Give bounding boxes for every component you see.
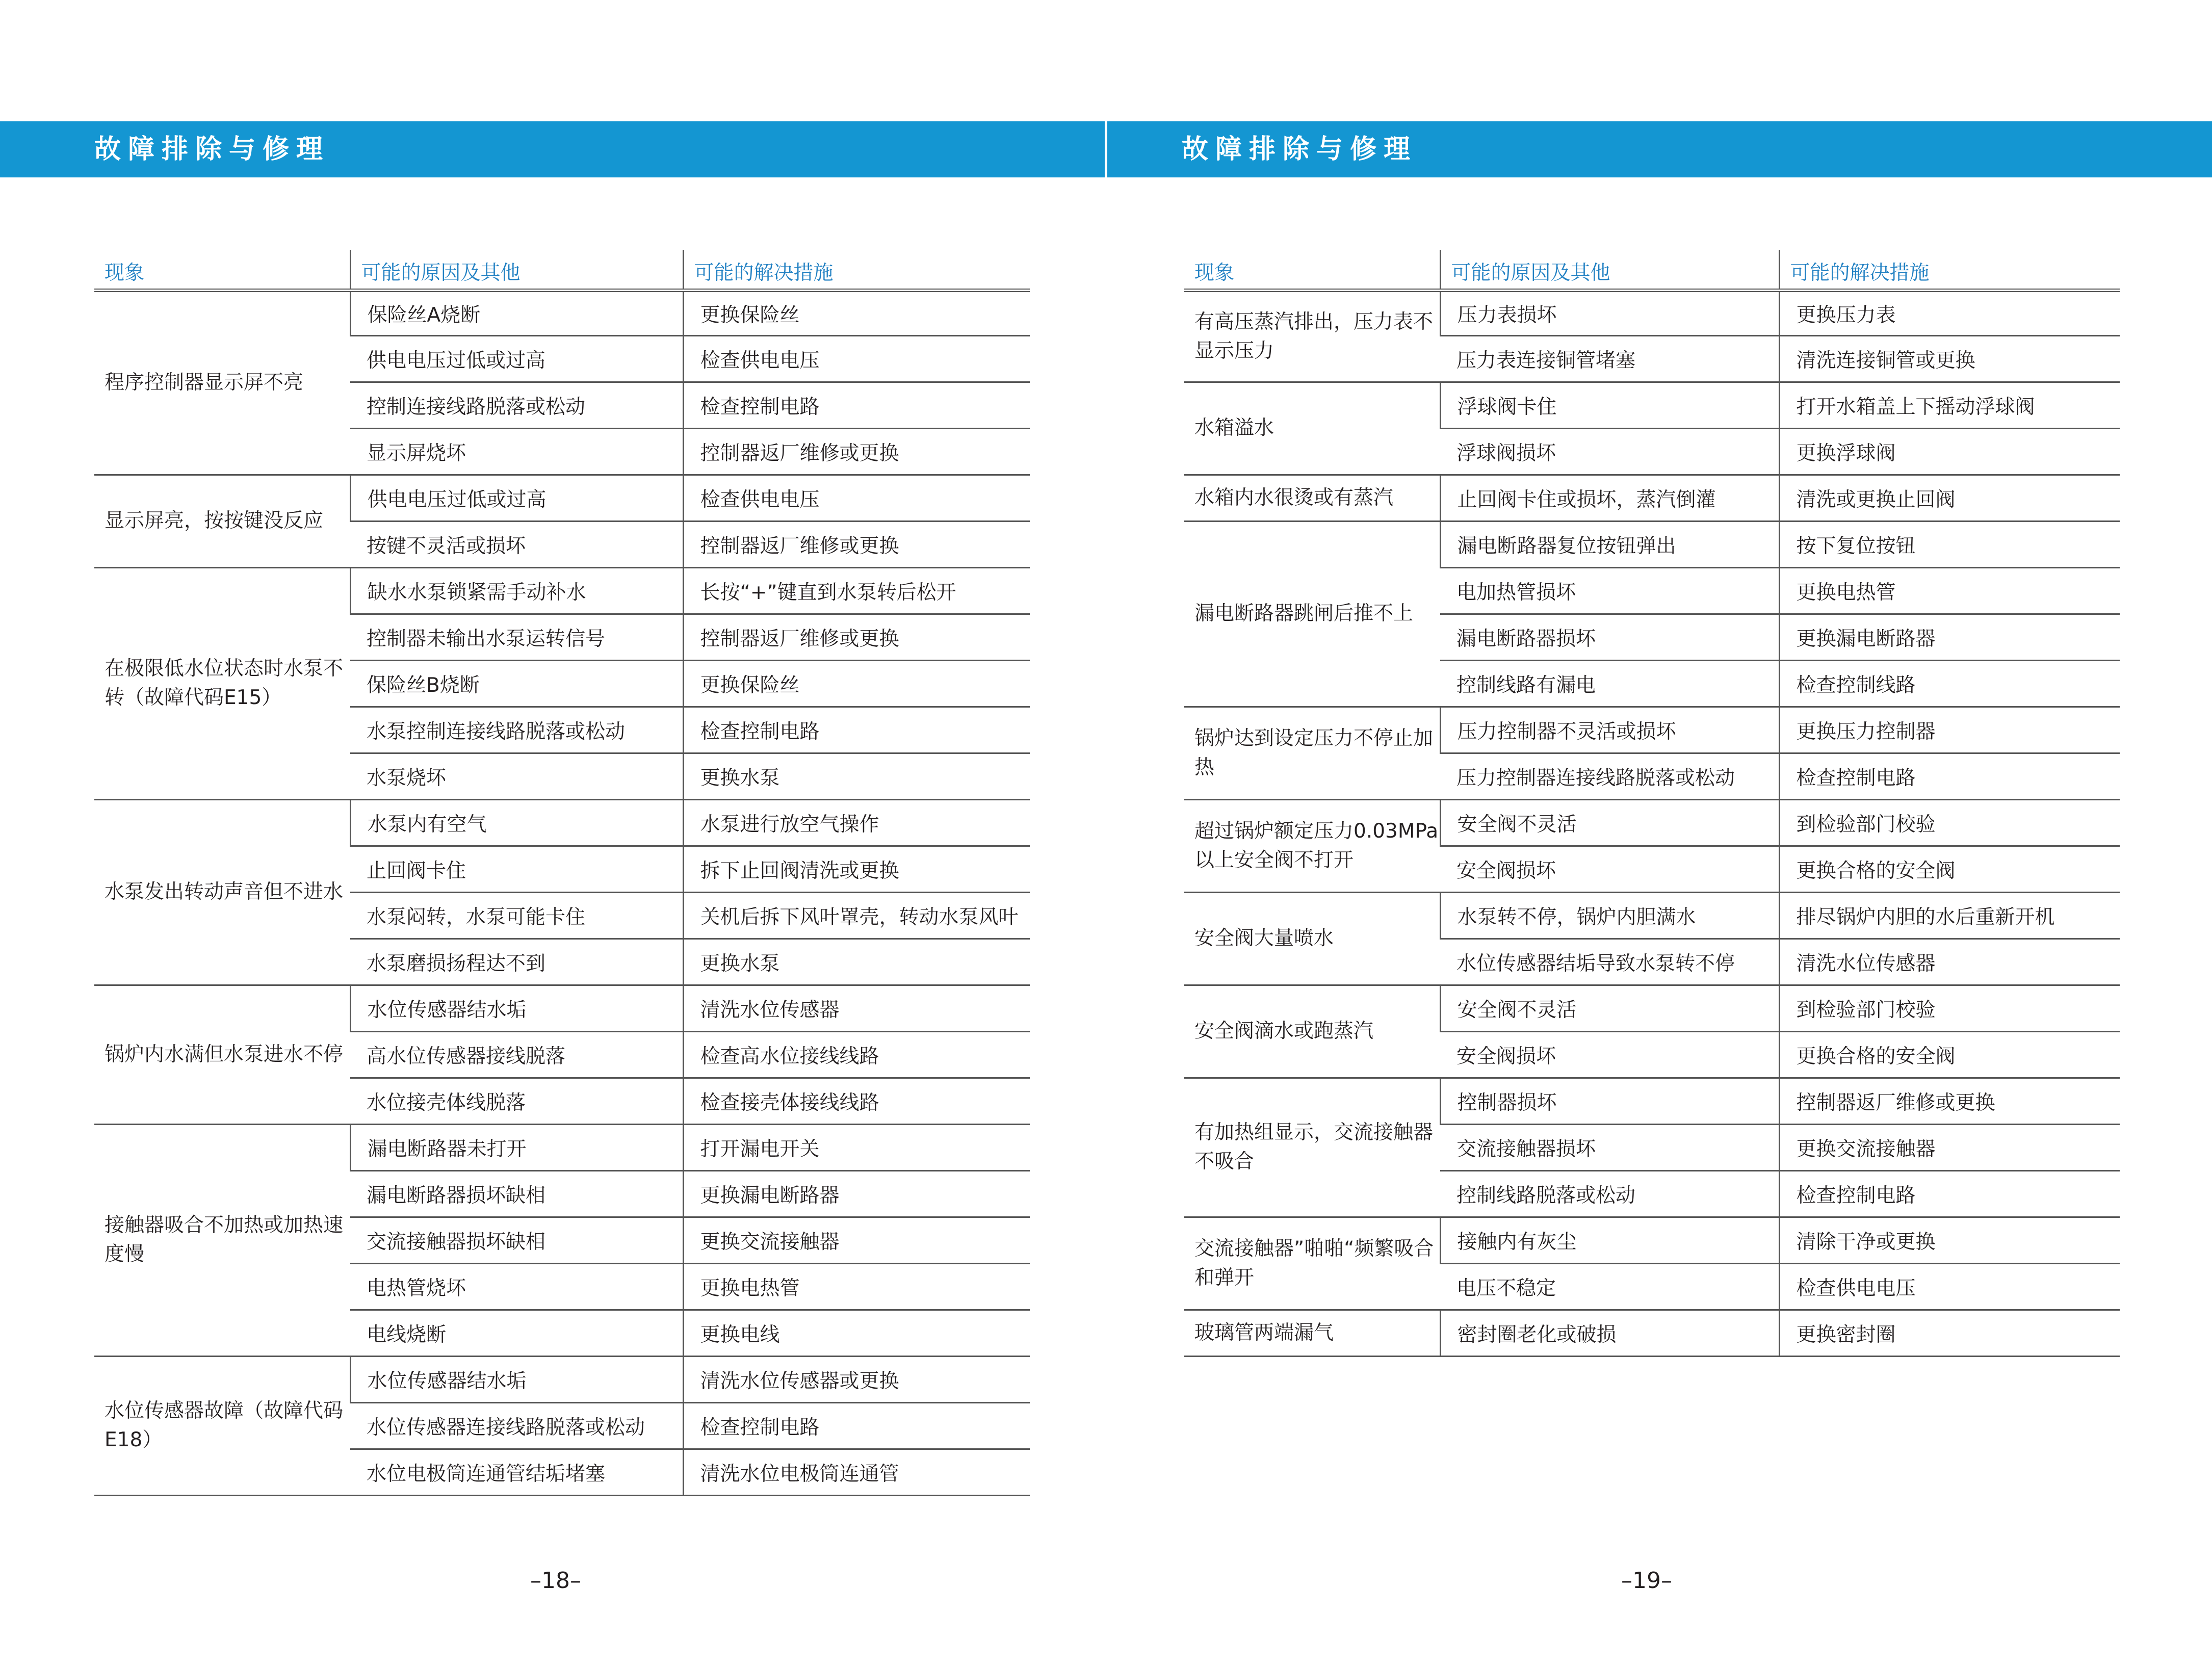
header-symptom: 现象	[94, 250, 350, 291]
solution-cell: 更换交流接触器	[683, 1217, 1030, 1264]
symptom-cell: 交流接触器”啪啪“频繁吸合和弹开	[1184, 1217, 1440, 1310]
cause-cell: 控制器未输出水泵运转信号	[350, 614, 683, 661]
solution-cell: 按下复位按钮	[1779, 522, 2120, 568]
solution-cell: 控制器返厂维修或更换	[683, 522, 1030, 568]
symptom-cell: 程序控制器显示屏不亮	[94, 291, 350, 475]
table-row	[94, 800, 1030, 846]
header-symptom: 现象	[1184, 250, 1440, 291]
solution-cell: 更换水泵	[683, 939, 1030, 985]
table-header-row	[1184, 250, 2120, 291]
cause-cell: 电热管烧坏	[350, 1264, 683, 1310]
solution-cell: 更换密封圈	[1779, 1310, 2120, 1357]
solution-cell: 更换压力表	[1779, 291, 2120, 336]
symptom-cell: 安全阀滴水或跑蒸汽	[1184, 985, 1440, 1078]
cause-cell: 水位传感器连接线路脱落或松动	[350, 1403, 683, 1449]
table-row	[1184, 985, 2120, 1032]
cause-cell: 水位接壳体线脱落	[350, 1078, 683, 1125]
cause-cell: 按键不灵活或损坏	[350, 522, 683, 568]
cause-cell: 供电电压过低或过高	[350, 336, 683, 382]
table-row	[94, 1357, 1030, 1403]
solution-cell: 检查控制电路	[1779, 1171, 2120, 1217]
table-row	[94, 291, 1030, 336]
solution-cell: 更换漏电断路器	[683, 1171, 1030, 1217]
cause-cell: 水泵内有空气	[350, 800, 683, 846]
solution-cell: 检查高水位接线线路	[683, 1032, 1030, 1078]
solution-cell: 清洗水位电极筒连通管	[683, 1449, 1030, 1496]
table-row	[1184, 800, 2120, 846]
solution-cell: 检查控制电路	[683, 1403, 1030, 1449]
cause-cell: 安全阀不灵活	[1440, 985, 1779, 1032]
cause-cell: 水位传感器结水垢	[350, 985, 683, 1032]
solution-cell: 检查供电电压	[683, 336, 1030, 382]
symptom-cell: 水箱溢水	[1184, 382, 1440, 475]
cause-cell: 漏电断路器损坏	[1440, 614, 1779, 661]
solution-cell: 更换合格的安全阀	[1779, 846, 2120, 893]
solution-cell: 到检验部门校验	[1779, 985, 2120, 1032]
cause-cell: 水泵烧坏	[350, 753, 683, 800]
table-row	[1184, 291, 2120, 336]
solution-cell: 检查控制电路	[1779, 753, 2120, 800]
header-cause: 可能的原因及其他	[1440, 250, 1779, 291]
page-title-left: 故障排除与修理	[94, 134, 330, 165]
solution-cell: 更换合格的安全阀	[1779, 1032, 2120, 1078]
solution-cell: 长按“+”键直到水泵转后松开	[683, 568, 1030, 614]
symptom-cell: 有高压蒸汽排出，压力表不显示压力	[1184, 291, 1440, 382]
solution-cell: 更换浮球阀	[1779, 429, 2120, 475]
solution-cell: 更换压力控制器	[1779, 707, 2120, 753]
cause-cell: 交流接触器损坏缺相	[350, 1217, 683, 1264]
solution-cell: 更换电热管	[1779, 568, 2120, 614]
page-title-right: 故障排除与修理	[1182, 134, 1418, 165]
table-row	[1184, 893, 2120, 939]
cause-cell: 压力控制器连接线路脱落或松动	[1440, 753, 1779, 800]
solution-cell: 水泵进行放空气操作	[683, 800, 1030, 846]
solution-cell: 清洗水位传感器	[1779, 939, 2120, 985]
solution-cell: 控制器返厂维修或更换	[683, 614, 1030, 661]
table-row	[1184, 707, 2120, 753]
solution-cell: 更换保险丝	[683, 291, 1030, 336]
solution-cell: 打开漏电开关	[683, 1125, 1030, 1171]
cause-cell: 安全阀不灵活	[1440, 800, 1779, 846]
solution-cell: 检查控制电路	[683, 382, 1030, 429]
solution-cell: 清除干净或更换	[1779, 1217, 2120, 1264]
table-header-row	[94, 250, 1030, 291]
cause-cell: 安全阀损坏	[1440, 846, 1779, 893]
symptom-cell: 安全阀大量喷水	[1184, 893, 1440, 985]
cause-cell: 电压不稳定	[1440, 1264, 1779, 1310]
symptom-cell: 在极限低水位状态时水泵不转（故障代码E15）	[94, 568, 350, 800]
cause-cell: 水位传感器结垢导致水泵转不停	[1440, 939, 1779, 985]
symptom-cell: 接触器吸合不加热或加热速度慢	[94, 1125, 350, 1357]
table-row	[94, 568, 1030, 614]
solution-cell: 清洗水位传感器或更换	[683, 1357, 1030, 1403]
cause-cell: 缺水水泵锁紧需手动补水	[350, 568, 683, 614]
solution-cell: 清洗水位传感器	[683, 985, 1030, 1032]
symptom-cell: 漏电断路器跳闸后推不上	[1184, 522, 1440, 707]
table-row	[1184, 1310, 2120, 1357]
solution-cell: 控制器返厂维修或更换	[683, 429, 1030, 475]
troubleshooting-table-right	[1184, 250, 2120, 1357]
solution-cell: 检查供电电压	[1779, 1264, 2120, 1310]
page-number-right: –19–	[1621, 1568, 1672, 1594]
symptom-cell: 水位传感器故障（故障代码E18）	[94, 1357, 350, 1496]
cause-cell: 保险丝B烧断	[350, 661, 683, 707]
table-row	[94, 475, 1030, 522]
solution-cell: 控制器返厂维修或更换	[1779, 1078, 2120, 1125]
cause-cell: 高水位传感器接线脱落	[350, 1032, 683, 1078]
solution-cell: 打开水箱盖上下摇动浮球阀	[1779, 382, 2120, 429]
cause-cell: 控制线路脱落或松动	[1440, 1171, 1779, 1217]
troubleshooting-table-left	[94, 250, 1030, 1496]
cause-cell: 交流接触器损坏	[1440, 1125, 1779, 1171]
cause-cell: 水泵闷转，水泵可能卡住	[350, 893, 683, 939]
cause-cell: 压力控制器不灵活或损坏	[1440, 707, 1779, 753]
cause-cell: 显示屏烧坏	[350, 429, 683, 475]
cause-cell: 压力表连接铜管堵塞	[1440, 336, 1779, 382]
symptom-cell: 显示屏亮，按按键没反应	[94, 475, 350, 568]
symptom-cell: 玻璃管两端漏气	[1184, 1310, 1440, 1357]
symptom-cell: 水箱内水很烫或有蒸汽	[1184, 475, 1440, 522]
cause-cell: 密封圈老化或破损	[1440, 1310, 1779, 1357]
solution-cell: 到检验部门校验	[1779, 800, 2120, 846]
symptom-cell: 锅炉内水满但水泵进水不停	[94, 985, 350, 1125]
cause-cell: 止回阀卡住或损坏，蒸汽倒灌	[1440, 475, 1779, 522]
solution-cell: 清洗或更换止回阀	[1779, 475, 2120, 522]
table-row	[1184, 475, 2120, 522]
cause-cell: 电线烧断	[350, 1310, 683, 1357]
cause-cell: 电加热管损坏	[1440, 568, 1779, 614]
solution-cell: 更换交流接触器	[1779, 1125, 2120, 1171]
solution-cell: 更换漏电断路器	[1779, 614, 2120, 661]
solution-cell: 检查控制电路	[683, 707, 1030, 753]
solution-cell: 检查控制线路	[1779, 661, 2120, 707]
cause-cell: 止回阀卡住	[350, 846, 683, 893]
cause-cell: 水位传感器结水垢	[350, 1357, 683, 1403]
cause-cell: 浮球阀损坏	[1440, 429, 1779, 475]
table-row	[94, 985, 1030, 1032]
solution-cell: 更换水泵	[683, 753, 1030, 800]
cause-cell: 浮球阀卡住	[1440, 382, 1779, 429]
solution-cell: 更换电热管	[683, 1264, 1030, 1310]
cause-cell: 压力表损坏	[1440, 291, 1779, 336]
table-row	[1184, 382, 2120, 429]
symptom-cell: 锅炉达到设定压力不停止加热	[1184, 707, 1440, 800]
cause-cell: 水泵转不停，锅炉内胆满水	[1440, 893, 1779, 939]
solution-cell: 拆下止回阀清洗或更换	[683, 846, 1030, 893]
solution-cell: 清洗连接铜管或更换	[1779, 336, 2120, 382]
solution-cell: 检查接壳体接线线路	[683, 1078, 1030, 1125]
table-row	[1184, 1217, 2120, 1264]
symptom-cell: 超过锅炉额定压力0.03MPa以上安全阀不打开	[1184, 800, 1440, 893]
cause-cell: 供电电压过低或过高	[350, 475, 683, 522]
solution-cell: 关机后拆下风叶罩壳，转动水泵风叶	[683, 893, 1030, 939]
cause-cell: 水位电极筒连通管结垢堵塞	[350, 1449, 683, 1496]
cause-cell: 保险丝A烧断	[350, 291, 683, 336]
solution-cell: 更换电线	[683, 1310, 1030, 1357]
symptom-cell: 有加热组显示，交流接触器不吸合	[1184, 1078, 1440, 1217]
cause-cell: 漏电断路器复位按钮弹出	[1440, 522, 1779, 568]
solution-cell: 排尽锅炉内胆的水后重新开机	[1779, 893, 2120, 939]
cause-cell: 水泵磨损扬程达不到	[350, 939, 683, 985]
table-row	[1184, 522, 2120, 568]
table-row	[94, 1125, 1030, 1171]
cause-cell: 漏电断路器未打开	[350, 1125, 683, 1171]
cause-cell: 漏电断路器损坏缺相	[350, 1171, 683, 1217]
page-number-left: –18–	[530, 1568, 581, 1594]
cause-cell: 安全阀损坏	[1440, 1032, 1779, 1078]
header-cause: 可能的原因及其他	[350, 250, 683, 291]
cause-cell: 水泵控制连接线路脱落或松动	[350, 707, 683, 753]
header-solution: 可能的解决措施	[683, 250, 1030, 291]
cause-cell: 接触内有灰尘	[1440, 1217, 1779, 1264]
symptom-cell: 水泵发出转动声音但不进水	[94, 800, 350, 985]
table-row	[1184, 1078, 2120, 1125]
solution-cell: 更换保险丝	[683, 661, 1030, 707]
solution-cell: 检查供电电压	[683, 475, 1030, 522]
cause-cell: 控制线路有漏电	[1440, 661, 1779, 707]
header-solution: 可能的解决措施	[1779, 250, 2120, 291]
cause-cell: 控制器损坏	[1440, 1078, 1779, 1125]
cause-cell: 控制连接线路脱落或松动	[350, 382, 683, 429]
